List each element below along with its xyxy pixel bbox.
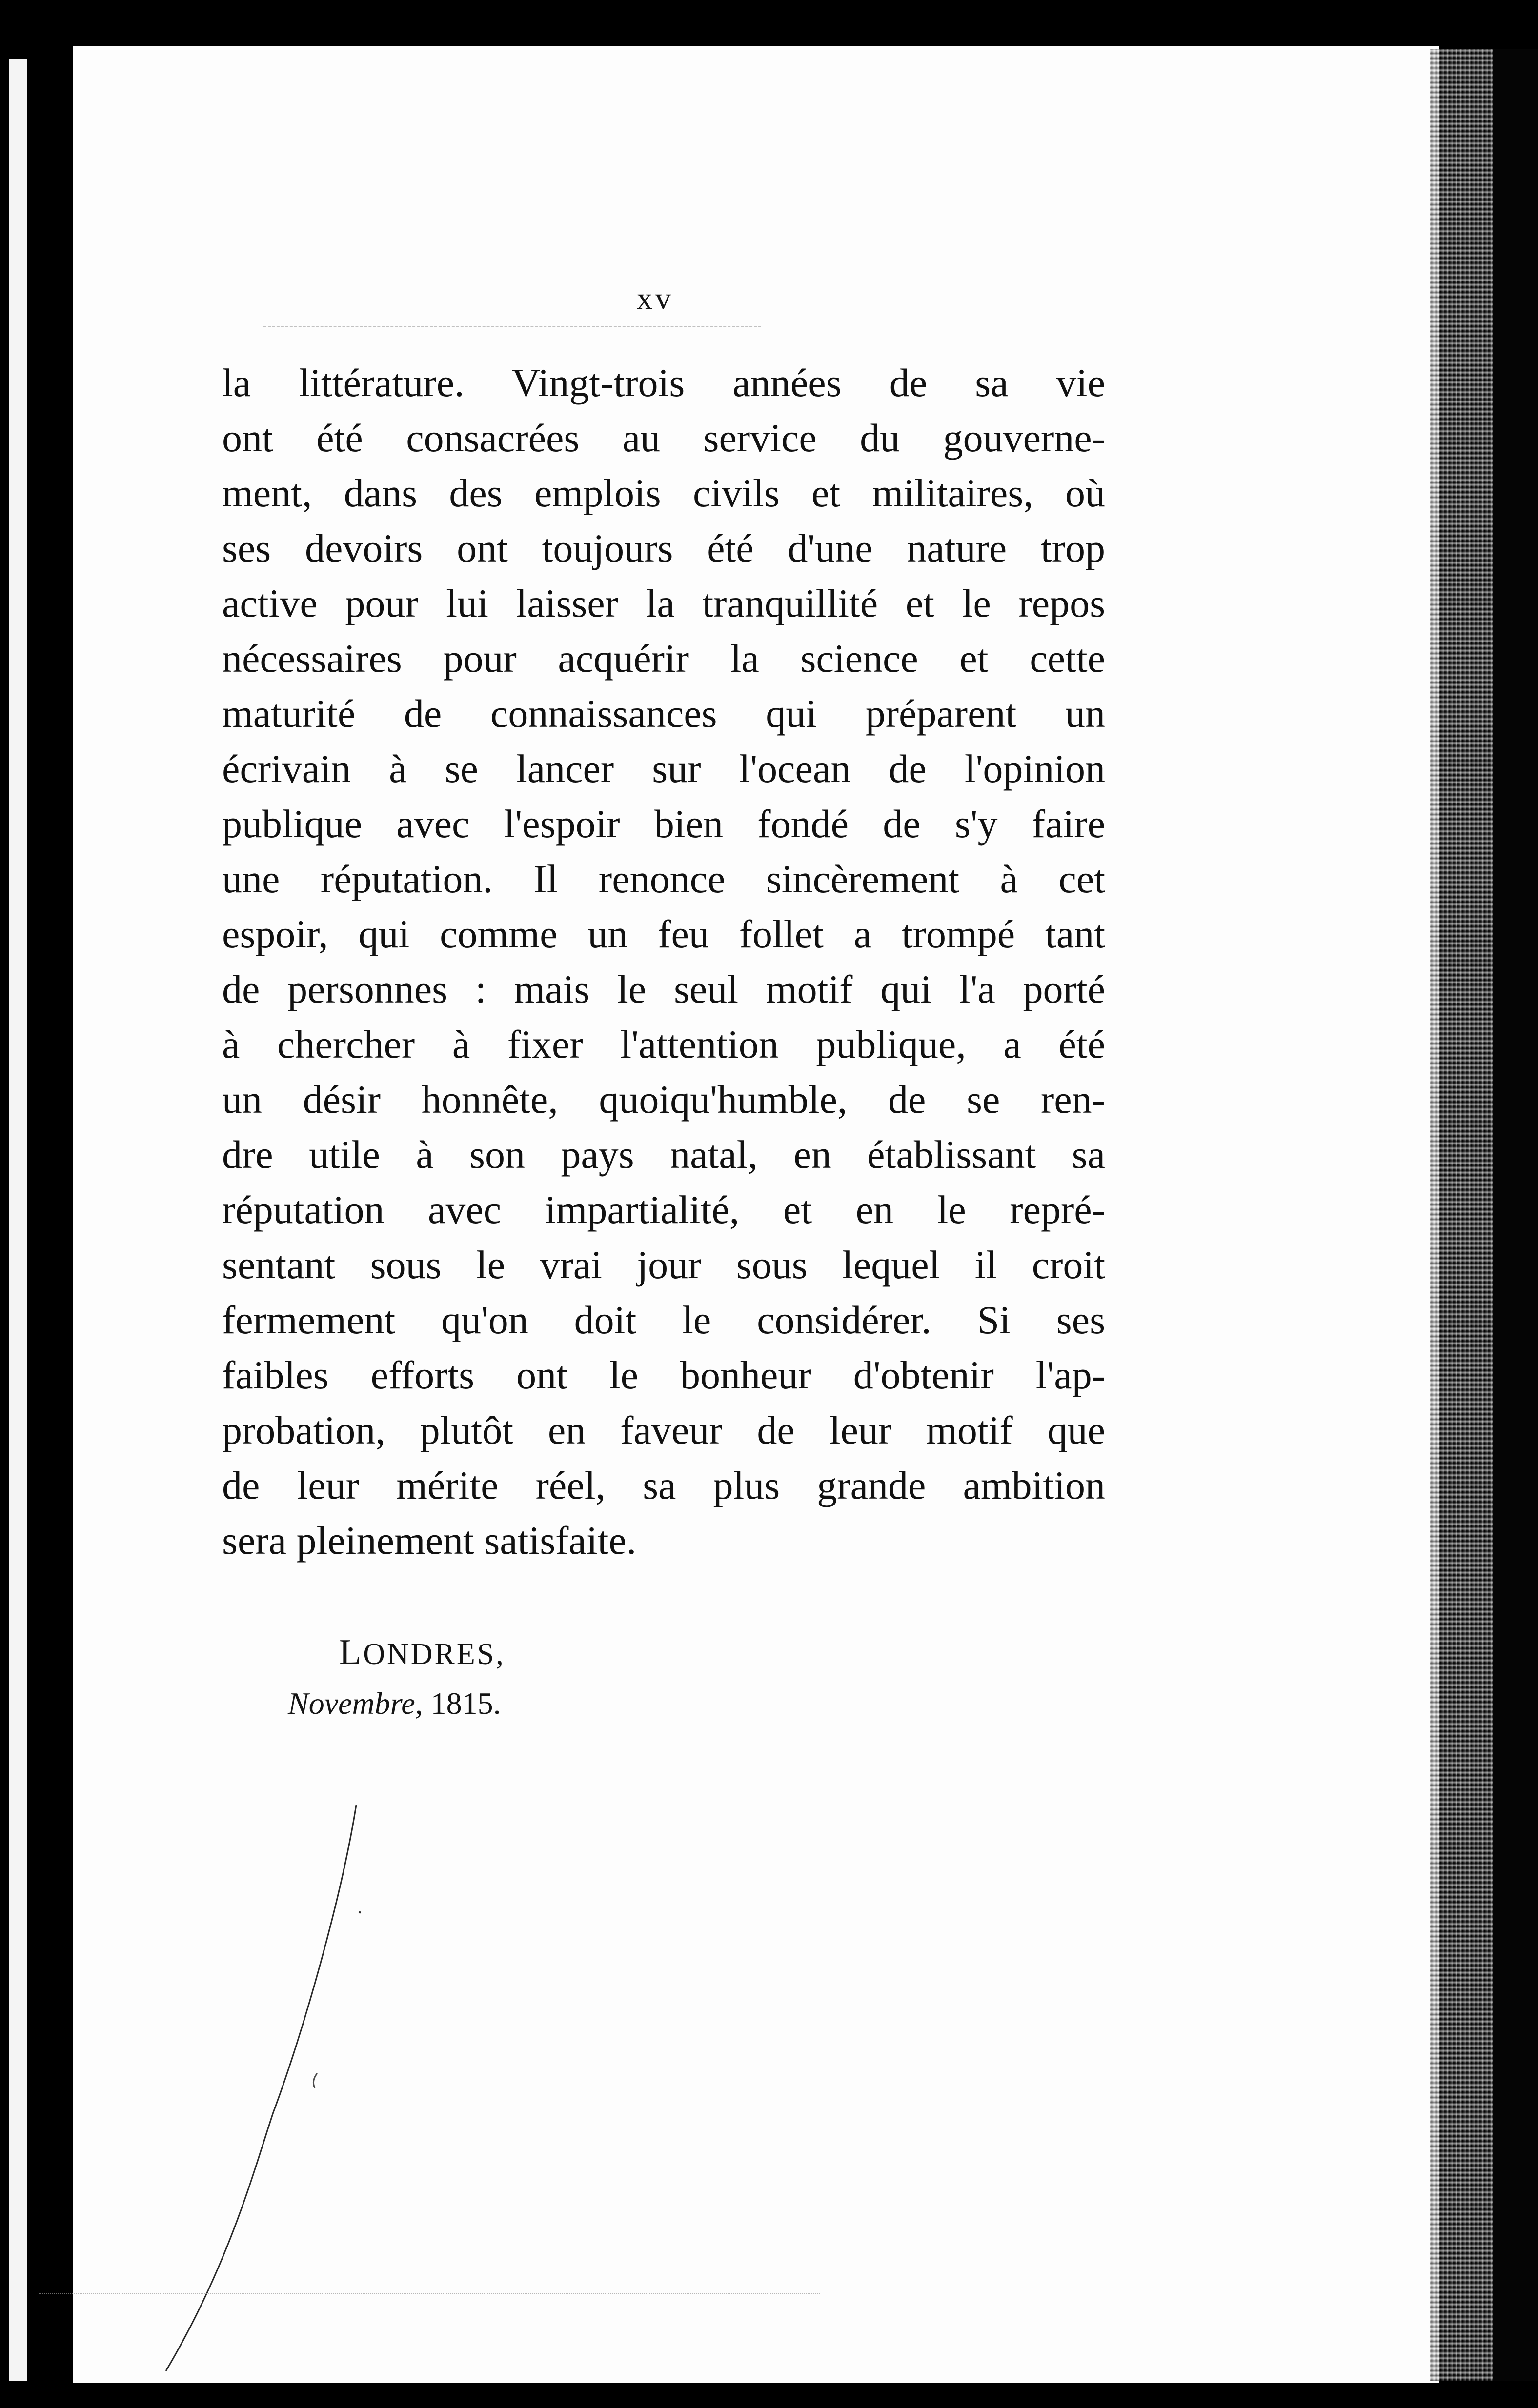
pencil-tick [313, 2073, 317, 2088]
text-line: publique avec l'espoir bien fondé de s'y faire [222, 802, 1105, 846]
signoff-year: 1815. [430, 1686, 501, 1721]
signoff-place-rest: ONDRES, [363, 1638, 506, 1671]
text-line: sera pleinement satisfaite. [222, 1518, 637, 1563]
signoff-place [339, 1632, 506, 1673]
text-line: fermement qu'on doit le considérer. Si ses [222, 1298, 1105, 1342]
text-line: ses devoirs ont toujours été d'une nature trop [222, 526, 1105, 570]
pencil-dash [359, 1912, 361, 1913]
text-line: un désir honnête, quoiqu'humble, de se ren- [222, 1077, 1105, 1122]
text-line: active pour lui laisser la tranquillité et le repos [222, 581, 1105, 625]
text-line: nécessaires pour acquérir la science et cette [222, 636, 1105, 681]
text-line: faibles efforts ont le bonheur d'obtenir l'ap- [222, 1353, 1105, 1397]
text-line: écrivain à se lancer sur l'ocean de l'opinion [222, 746, 1105, 791]
text-line: maturité de connaissances qui préparent un [222, 691, 1105, 736]
text-line: espoir, qui comme un feu follet a trompé tant [222, 912, 1105, 956]
text-line: la littérature. Vingt-trois années de sa vie [222, 361, 1105, 405]
previous-leaf-edge [9, 59, 27, 2381]
text-line: réputation avec impartialité, et en le repré- [222, 1187, 1105, 1232]
pencil-stroke-long [166, 1805, 356, 2371]
page-gutter-edge [1430, 49, 1493, 2381]
text-line: sentant sous le vrai jour sous lequel il croit [222, 1243, 1105, 1287]
text-line: ont été consacrées au service du gouverne- [222, 416, 1105, 460]
text-line: de personnes : mais le seul motif qui l'a porté [222, 967, 1105, 1011]
text-line: à chercher à fixer l'attention publique, a été [222, 1022, 1105, 1066]
page-number: xv [637, 281, 674, 316]
body-paragraph [222, 355, 1105, 1568]
scan-border-right [1493, 49, 1538, 2381]
pencil-marks [156, 1800, 361, 2376]
text-line: probation, plutôt en faveur de leur motif que [222, 1408, 1105, 1452]
text-line: ment, dans des emplois civils et militaires, où [222, 471, 1105, 515]
text-line: de leur mérite réel, sa plus grande ambition [222, 1463, 1105, 1507]
signoff-place-initial: L [339, 1632, 364, 1672]
text-line: dre utile à son pays natal, en établissant sa [222, 1132, 1105, 1177]
signoff-date [288, 1686, 501, 1722]
bottom-edge-marks [39, 2293, 820, 2308]
signoff-month: Novembre, [288, 1686, 423, 1721]
header-rule [263, 326, 761, 327]
text-line: une réputation. Il renonce sincèrement à cet [222, 857, 1105, 901]
